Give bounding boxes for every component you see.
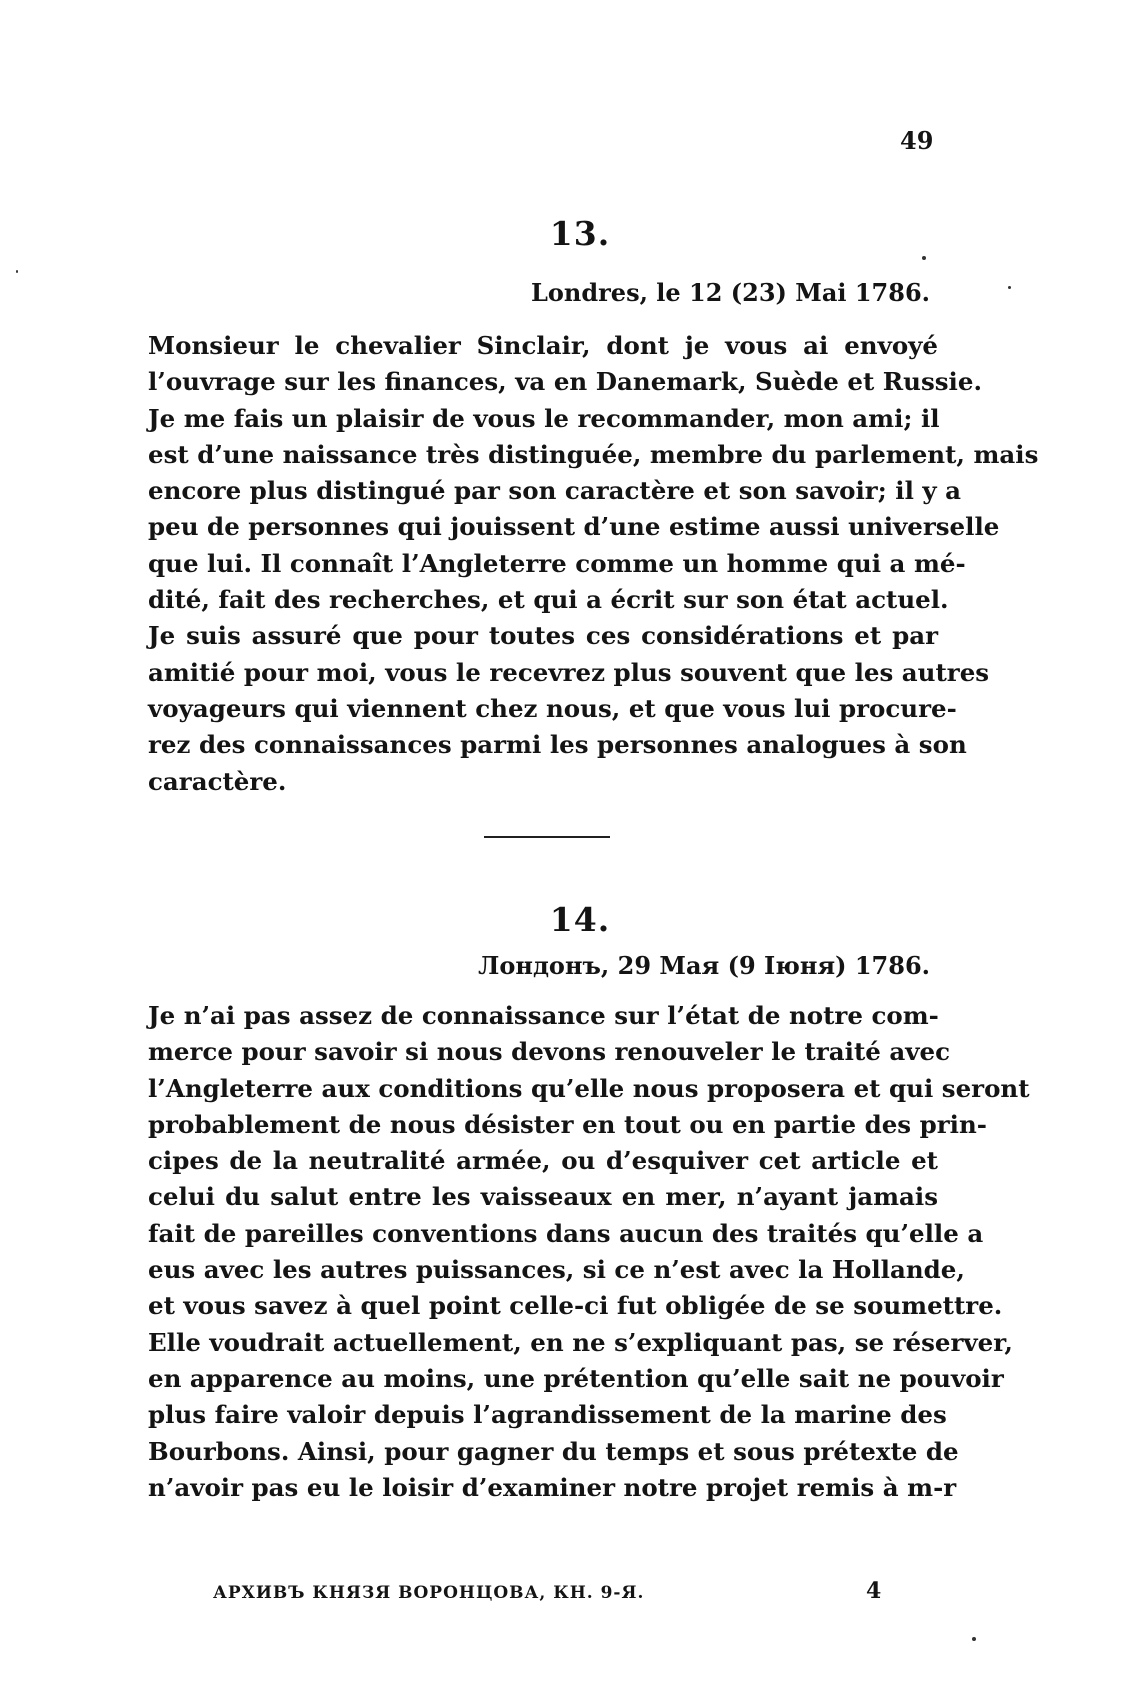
- text-line: en apparence au moins, une prétention qu’elle sait ne pouvoir: [148, 1363, 1004, 1393]
- footer-sheet-number: 4: [866, 1578, 882, 1604]
- text-line: cipes de la neutralité armée, ou d’esquiver cet article et: [148, 1146, 938, 1176]
- letter-14-number: 14.: [549, 900, 611, 939]
- text-line: l’ouvrage sur les finances, va en Danemark, Suède et Russie.: [148, 367, 982, 397]
- text-line: dité, fait des recherches, et qui a écrit sur son état actuel.: [148, 585, 949, 615]
- text-line: celui du salut entre les vaisseaux en mer, n’ayant jamais: [148, 1182, 938, 1212]
- footer-signature: АРХИВЪ КНЯЗЯ ВОРОНЦОВА, КН. 9-Я.: [213, 1583, 645, 1603]
- letter-14-dateline: Лондонъ, 29 Мая (9 Іюня) 1786.: [478, 951, 930, 980]
- text-line: encore plus distingué par son caractère et son savoir; il y a: [148, 476, 962, 506]
- scan-speck: [972, 1637, 976, 1641]
- text-line: peu de personnes qui jouissent d’une estime aussi universelle: [148, 512, 1000, 542]
- text-line: caractère.: [148, 766, 287, 796]
- text-line: voyageurs qui viennent chez nous, et que vous lui procure-: [148, 693, 957, 723]
- text-line: fait de pareilles conventions dans aucun des traités qu’elle a: [148, 1218, 984, 1248]
- text-line: probablement de nous désister en tout ou en partie des prin-: [148, 1109, 987, 1139]
- scan-speck: [16, 270, 18, 273]
- text-line: Monsieur le chevalier Sinclair, dont je vous ai envoyé: [148, 331, 938, 360]
- text-line: l’Angleterre aux conditions qu’elle nous proposera et qui seront: [148, 1073, 1030, 1103]
- letter-13-number: 13.: [549, 214, 611, 253]
- text-line: plus faire valoir depuis l’agrandissement de la marine des: [148, 1400, 947, 1430]
- text-line: merce pour savoir si nous devons renouveler le traité avec: [148, 1037, 951, 1067]
- letter-13-body: [148, 328, 1039, 800]
- text-line: n’avoir pas eu le loisir d’examiner notre projet remis à m-r: [148, 1472, 957, 1502]
- text-line: est d’une naissance très distinguée, membre du parlement, mais: [148, 439, 1039, 469]
- scan-speck: [922, 256, 926, 260]
- text-line: Bourbons. Ainsi, pour gagner du temps et sous prétexte de: [148, 1436, 959, 1466]
- text-line: amitié pour moi, vous le recevrez plus souvent que les autres: [148, 657, 990, 687]
- letter-14-body: [148, 998, 1030, 1506]
- text-line: que lui. Il connaît l’Angleterre comme un homme qui a mé-: [148, 548, 966, 578]
- text-line: Je n’ai pas assez de connaissance sur l’état de notre com-: [148, 1001, 939, 1030]
- text-line: Je me fais un plaisir de vous le recommander, mon ami; il: [148, 403, 940, 433]
- text-line: et vous savez à quel point celle-ci fut obligée de se soumettre.: [148, 1291, 1003, 1321]
- text-line: Je suis assuré que pour toutes ces considérations et par: [148, 621, 938, 651]
- scan-speck: [1008, 286, 1011, 289]
- text-line: rez des connaissances parmi les personnes analogues à son: [148, 730, 967, 760]
- letter-13-dateline: Londres, le 12 (23) Mai 1786.: [531, 278, 930, 307]
- page-number: 49: [900, 126, 934, 155]
- section-divider: [484, 836, 610, 838]
- text-line: eus avec les autres puissances, si ce n’est avec la Hollande,: [148, 1255, 965, 1285]
- text-line: Elle voudrait actuellement, en ne s’expliquant pas, se réserver,: [148, 1327, 1013, 1357]
